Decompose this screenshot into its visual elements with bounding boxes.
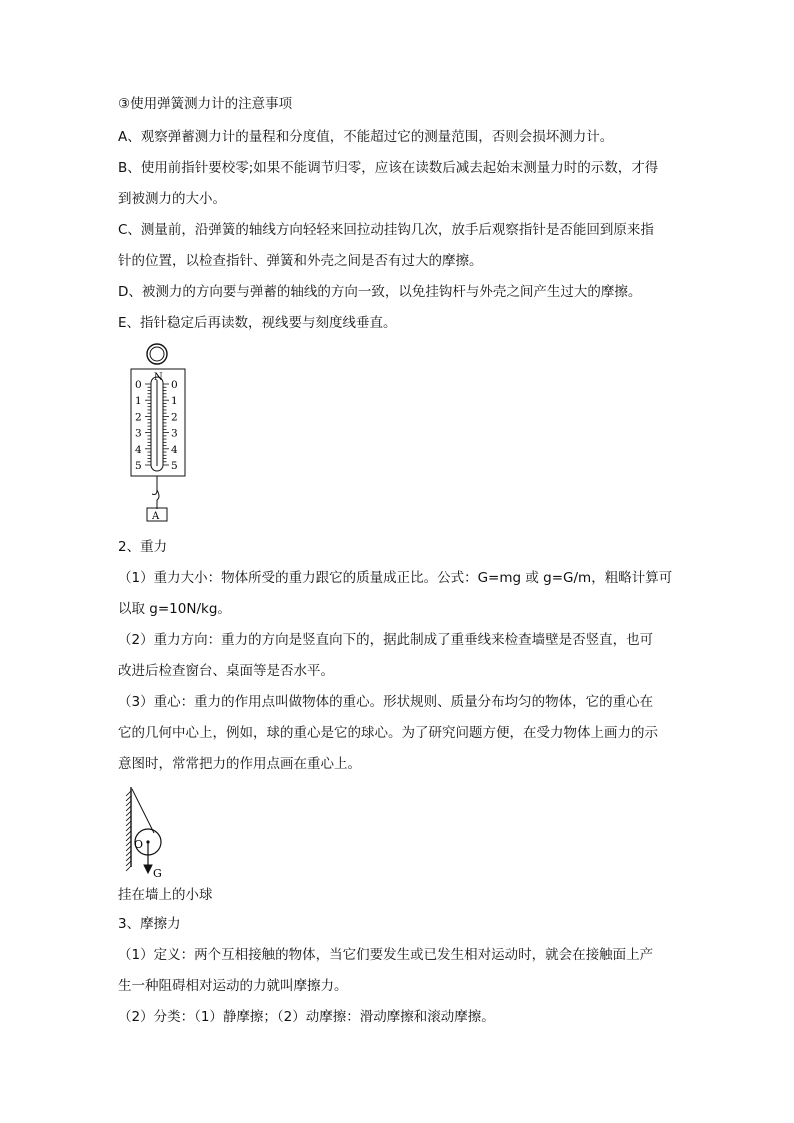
notes-heading: ③使用弹簧测力计的注意事项 [118,96,293,112]
wall-hatch-line [126,841,131,846]
wall-hatch-line [126,806,131,811]
tick-label-right: 2 [171,411,178,424]
tick-label-right: 4 [171,443,178,456]
tick-label-left: 3 [135,427,142,440]
wall-hatch-line [126,856,131,861]
scale-unit-label: N [154,372,163,383]
arrow-head [144,865,152,873]
note-a: A、观察弹蓄测力计的量程和分度值，不能超过它的测量范围，否则会损坏测力计。 [118,129,614,145]
note-d: D、被测力的方向要与弹蓄的轴线的方向一致，以免挂钩杆与外壳之间产生过大的摩擦。 [118,284,642,300]
wall-hatch-line [126,866,131,871]
gravity-p2-line2: 改进后检查窗台、桌面等是否水平。 [118,663,334,679]
wall-hatch-line [126,811,131,816]
note-c-line1: C、测量前，沿弹簧的轴线方向轻轻来回拉动挂钩几次，放手后观察指针是否能回到原来指 [118,222,654,238]
wall-hatch-line [126,851,131,856]
tick-label-left: 1 [135,395,142,408]
friction-p1-line1: （1）定义：两个互相接触的物体，当它们要发生或已发生相对运动时，就会在接触面上产 [118,947,654,963]
note-b-line2: 到被测力的大小。 [118,191,226,207]
wall-hatch-line [126,791,131,796]
wall-hatch-line [126,861,131,866]
tick-label-left: 0 [135,379,142,391]
gravity-p1-line2: 以取 g=10N/kg。 [118,601,231,617]
spring-scale-figure [128,342,188,524]
gravity-heading: 2、重力 [118,539,168,555]
note-b-line1: B、使用前指针要校零;如果不能调节归零，应该在读数后减去起始末测量力时的示数，才得 [118,160,659,176]
wall-hatch-line [126,836,131,841]
wall-hatch-line [126,821,131,826]
tick-label-left: 4 [135,443,142,456]
wall-hatch-line [126,831,131,836]
ball-figure-caption: 挂在墙上的小球 [118,887,213,903]
friction-p2: （2）分类：（1）静摩擦；（2）动摩擦：滑动摩擦和滚动摩擦。 [118,1009,495,1025]
wall-hatch-line [126,846,131,851]
weight-block-label: A [152,511,160,522]
tick-label-left: 5 [135,460,142,472]
note-e: E、指针稳定后再读数，视线要与刻度线垂直。 [118,315,397,331]
tick-label-right: 5 [171,460,178,472]
tick-label-right: 1 [171,395,178,408]
gravity-p3-line1: （3）重心：重力的作用点叫做物体的重心。形状规则、质量分布均匀的物体，它的重心在 [118,694,654,710]
friction-p1-line2: 生一种阻碍相对运动的力就叫摩擦力。 [118,978,348,994]
wall-hatch-line [126,826,131,831]
gravity-p3-line2: 它的几何中心上，例如，球的重心是它的球心。为了研究问题方便，在受力物体上画力的示 [118,725,658,741]
center-label-o: O [134,838,144,851]
wall-hatch-line [126,796,131,801]
scale-hook [152,476,159,509]
gravity-p3-line3: 意图时，常常把力的作用点画在重心上。 [118,756,361,772]
string [132,789,154,833]
note-c-line2: 针的位置，以检查指针、弹簧和外壳之间是否有过大的摩擦。 [118,253,483,269]
gravity-p2-line1: （2）重力方向：重力的方向是竖直向下的，据此制成了重垂线来检查墙壁是否竖直，也可 [118,632,654,648]
tick-label-left: 2 [135,411,142,424]
gravity-p1-line1: （1）重力大小：物体所受的重力跟它的质量成正比。公式：G=mg 或 g=G/m，粗略计算可 [118,570,673,586]
tick-label-right: 0 [171,379,178,391]
ball-on-wall-figure [118,785,178,881]
force-label-g: G [153,867,162,880]
wall-hatch-line [126,801,131,806]
tick-label-right: 3 [171,427,178,440]
friction-heading: 3、摩擦力 [118,916,181,932]
wall-hatch-line [126,816,131,821]
